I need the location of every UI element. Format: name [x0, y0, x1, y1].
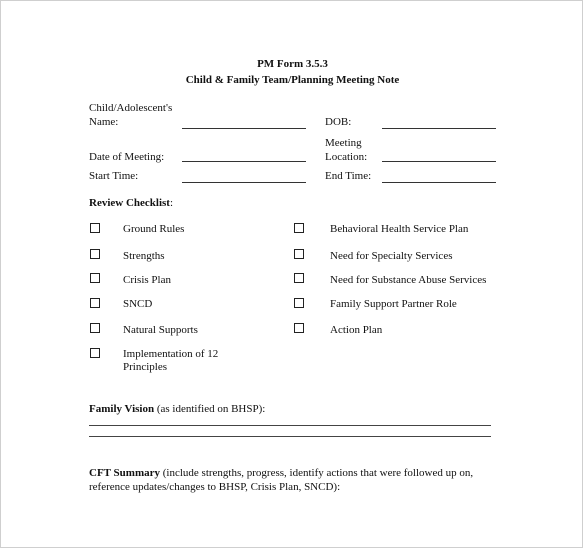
cft-summary-line1-rest: (include strengths, progress, identify actions that were followed up on, [160, 467, 474, 479]
checklist-item-ground-rules: Ground Rules [123, 223, 185, 235]
start-time-label: Start Time: [89, 170, 139, 182]
cft-summary-line2: reference updates/changes to BHSP, Crisis Plan, SNCD): [89, 481, 341, 493]
family-vision-label-bold: Family Vision [89, 403, 155, 415]
child-name-field[interactable] [182, 128, 306, 129]
checkbox-natural-supports[interactable] [90, 323, 100, 333]
start-time-field[interactable] [182, 182, 306, 183]
checklist-item-action-plan: Action Plan [330, 324, 383, 336]
checkbox-implementation-principles[interactable] [90, 348, 100, 358]
review-checklist-heading-colon: : [169, 197, 174, 209]
meeting-location-field[interactable] [382, 161, 496, 162]
child-name-label-line1: Child/Adolescent's [89, 102, 173, 114]
cft-summary-line1 [89, 466, 473, 480]
checklist-item-specialty-services: Need for Specialty Services [330, 250, 453, 262]
meeting-location-label-line2: Location: [325, 151, 368, 163]
family-vision-label [89, 402, 265, 416]
checkbox-sncd[interactable] [90, 298, 100, 308]
family-vision-label-rest: (as identified on BHSP): [154, 403, 266, 415]
checklist-item-behavioral-health-service-plan: Behavioral Health Service Plan [330, 223, 469, 235]
checkbox-specialty-services[interactable] [294, 249, 304, 259]
end-time-label: End Time: [325, 170, 372, 182]
child-name-label-line2: Name: [89, 116, 119, 128]
checklist-item-sncd: SNCD [123, 298, 153, 310]
dob-field[interactable] [382, 128, 496, 129]
checklist-item-substance-abuse-services: Need for Substance Abuse Services [330, 274, 487, 286]
dob-label: DOB: [325, 116, 352, 128]
date-of-meeting-field[interactable] [182, 161, 306, 162]
checkbox-ground-rules[interactable] [90, 223, 100, 233]
checklist-item-natural-supports: Natural Supports [123, 324, 198, 336]
checkbox-action-plan[interactable] [294, 323, 304, 333]
checklist-item-family-support-partner-role: Family Support Partner Role [330, 298, 457, 310]
cft-summary-label-bold: CFT Summary [89, 467, 160, 479]
review-checklist-heading-text: Review Checklist [89, 197, 170, 209]
checkbox-family-support-partner-role[interactable] [294, 298, 304, 308]
checkbox-strengths[interactable] [90, 249, 100, 259]
checklist-item-strengths: Strengths [123, 250, 165, 262]
checkbox-substance-abuse-services[interactable] [294, 273, 304, 283]
family-vision-line-1[interactable] [89, 425, 491, 426]
family-vision-line-2[interactable] [89, 436, 491, 437]
checkbox-crisis-plan[interactable] [90, 273, 100, 283]
review-checklist-heading [89, 196, 173, 210]
meeting-location-label-line1: Meeting [325, 137, 362, 149]
checklist-item-crisis-plan: Crisis Plan [123, 274, 171, 286]
form-number: PM Form 3.5.3 [257, 58, 328, 70]
form-title: Child & Family Team/Planning Meeting Note [185, 74, 400, 86]
checkbox-behavioral-health-service-plan[interactable] [294, 223, 304, 233]
date-of-meeting-label: Date of Meeting: [89, 151, 165, 163]
checklist-item-implementation-line1: Implementation of 12 [123, 348, 219, 360]
end-time-field[interactable] [382, 182, 496, 183]
checklist-item-implementation-line2: Principles [123, 361, 167, 373]
